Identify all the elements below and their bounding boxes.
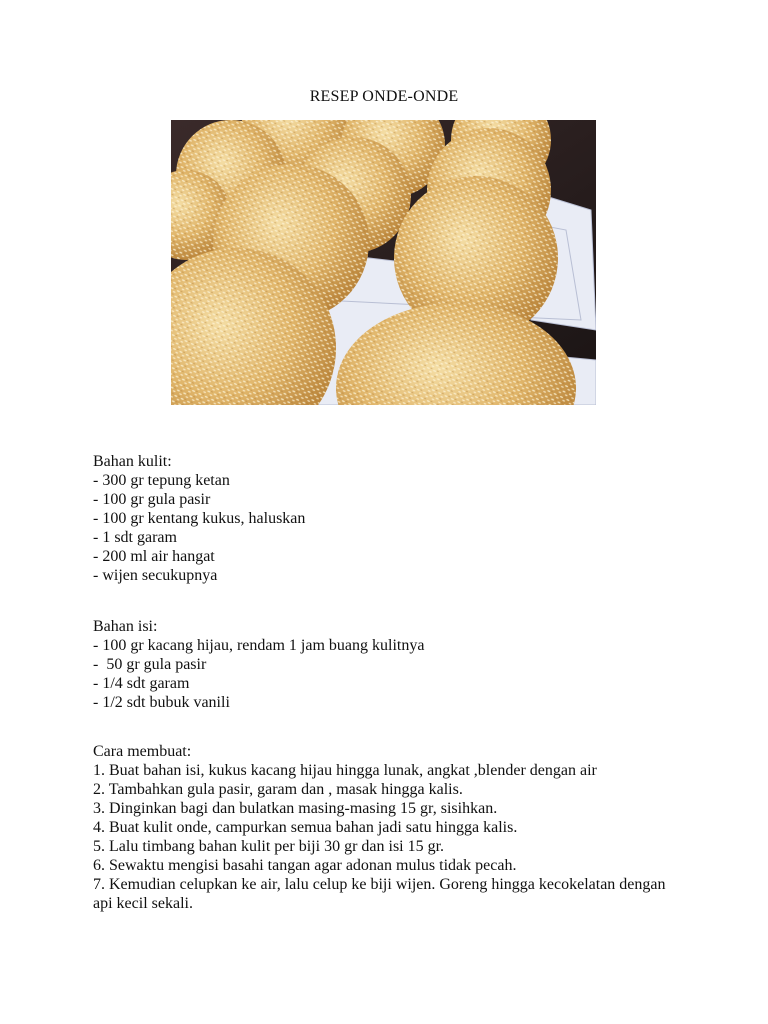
cara-membuat-heading: Cara membuat:: [93, 743, 192, 760]
list-item: - 1/2 sdt bubuk vanili: [93, 694, 230, 711]
list-item: - 1/4 sdt garam: [93, 675, 190, 692]
step-item: 5. Lalu timbang bahan kulit per biji 30 gr dan isi 15 gr.: [93, 838, 445, 855]
bahan-isi-heading: Bahan isi:: [93, 618, 158, 635]
step-item: 6. Sewaktu mengisi basahi tangan agar adonan mulus tidak pecah.: [93, 857, 517, 874]
list-item: - 300 gr tepung ketan: [93, 472, 230, 489]
list-item: - 100 gr kacang hijau, rendam 1 jam buang kulitnya: [93, 637, 425, 654]
step-item: 3. Dinginkan bagi dan bulatkan masing-masing 15 gr, sisihkan.: [93, 800, 498, 817]
list-item: - 100 gr kentang kukus, haluskan: [93, 510, 306, 527]
list-item: - 200 ml air hangat: [93, 548, 215, 565]
list-item: - wijen secukupnya: [93, 567, 218, 584]
list-item: - 100 gr gula pasir: [93, 491, 211, 508]
onde-onde-photo: [171, 120, 596, 405]
step-item: 4. Buat kulit onde, campurkan semua bahan jadi satu hingga kalis.: [93, 819, 518, 836]
list-item: - 50 gr gula pasir: [93, 656, 207, 673]
step-item: 1. Buat bahan isi, kukus kacang hijau hingga lunak, angkat ,blender dengan air: [93, 762, 597, 779]
bahan-isi-section: [93, 617, 424, 712]
bahan-kulit-heading: Bahan kulit:: [93, 453, 172, 470]
step-item: 7. Kemudian celupkan ke air, lalu celup ke biji wijen. Goreng hingga kecokelatan dengan api kecil sekali.: [93, 876, 666, 912]
bahan-kulit-section: [93, 452, 305, 585]
cara-membuat-section: [93, 742, 683, 913]
document-title: RESEP ONDE-ONDE: [309, 88, 459, 105]
list-item: - 1 sdt garam: [93, 529, 177, 546]
step-item: 2. Tambahkan gula pasir, garam dan , masak hingga kalis.: [93, 781, 463, 798]
